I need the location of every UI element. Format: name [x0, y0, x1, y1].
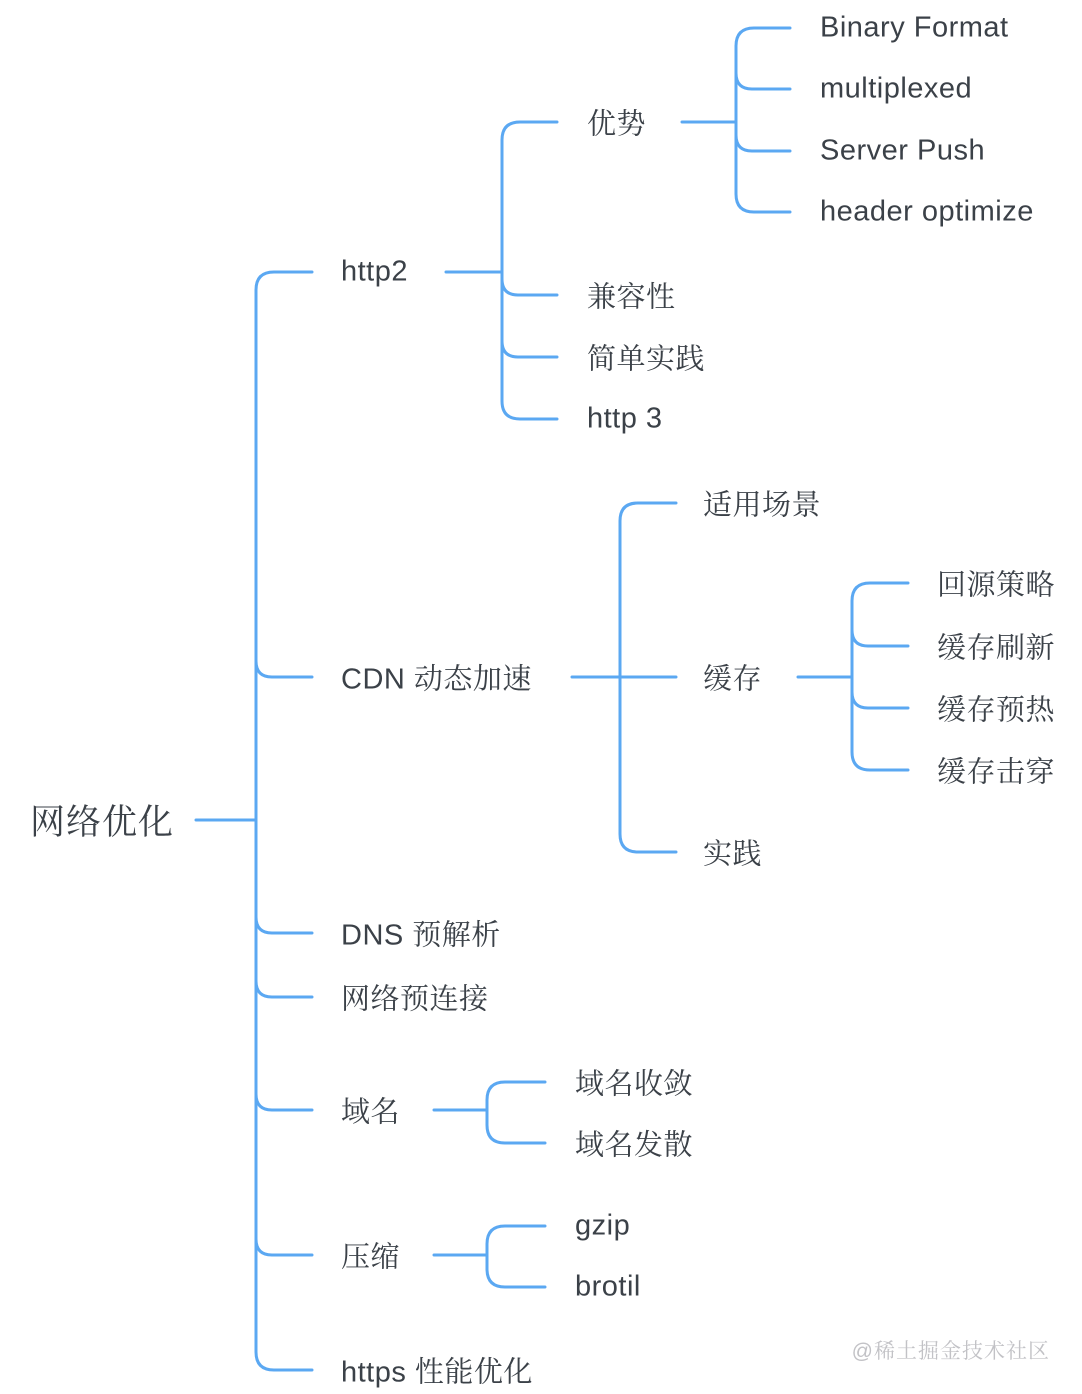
connector-main-spine [256, 272, 312, 1370]
node-cache-preheat: 缓存预热 [937, 694, 1056, 727]
node-domain-convergence: 域名收敛 [575, 1068, 694, 1101]
node-compatibility: 兼容性 [587, 281, 676, 314]
connector-cache-spine [852, 583, 908, 770]
connector-branch-preconnect [256, 981, 312, 997]
connector-branch-multiplexed [736, 73, 790, 89]
node-advantages: 优势 [587, 108, 647, 141]
watermark-juejin-community: @稀土掘金技术社区 [851, 1340, 1050, 1363]
node-simple-practice: 简单实践 [587, 343, 706, 376]
node-practice: 实践 [703, 838, 763, 871]
node-brotil: brotil [575, 1270, 641, 1303]
node-cache-breakdown: 缓存击穿 [937, 756, 1056, 789]
node-cdn-dynamic-acceleration: CDN 动态加速 [341, 663, 532, 696]
node-gzip: gzip [575, 1209, 631, 1242]
connector-branch-domain [256, 1094, 312, 1110]
connector-branch-compatibility [502, 279, 557, 295]
node-domain: 域名 [341, 1096, 401, 1129]
node-applicable-scenarios: 适用场景 [703, 489, 822, 522]
connector-domain-spine [487, 1082, 545, 1143]
node-cache-refresh: 缓存刷新 [937, 632, 1056, 665]
node-compression: 压缩 [341, 1241, 401, 1274]
node-binary-format: Binary Format [820, 11, 1009, 44]
connector-branch-server-push [736, 135, 790, 151]
node-https-performance-optimization: https 性能优化 [341, 1356, 533, 1389]
connector-http2-spine [502, 122, 557, 419]
node-http2: http2 [341, 255, 408, 288]
connector-advantages-spine [736, 28, 790, 212]
connector-compression-spine [487, 1226, 545, 1287]
node-back-to-origin-policy: 回源策略 [937, 569, 1056, 602]
node-http3: http 3 [587, 402, 663, 435]
connector-branch-cdn [256, 661, 312, 677]
connector-branch-simple-practice [502, 341, 557, 357]
connector-branch-cache-refresh [852, 630, 908, 646]
node-server-push: Server Push [820, 134, 986, 167]
connector-branch-dns [256, 917, 312, 933]
connector-branch-compression [256, 1239, 312, 1255]
connector-branch-cache-preheat [852, 692, 908, 708]
node-network-preconnect: 网络预连接 [341, 983, 489, 1016]
node-domain-divergence: 域名发散 [575, 1129, 694, 1162]
node-dns-prefetch: DNS 预解析 [341, 919, 501, 952]
node-root-network-optimization: 网络优化 [30, 803, 175, 842]
node-header-optimize: header optimize [820, 195, 1034, 228]
node-cache: 缓存 [703, 663, 763, 696]
node-multiplexed: multiplexed [820, 72, 973, 105]
